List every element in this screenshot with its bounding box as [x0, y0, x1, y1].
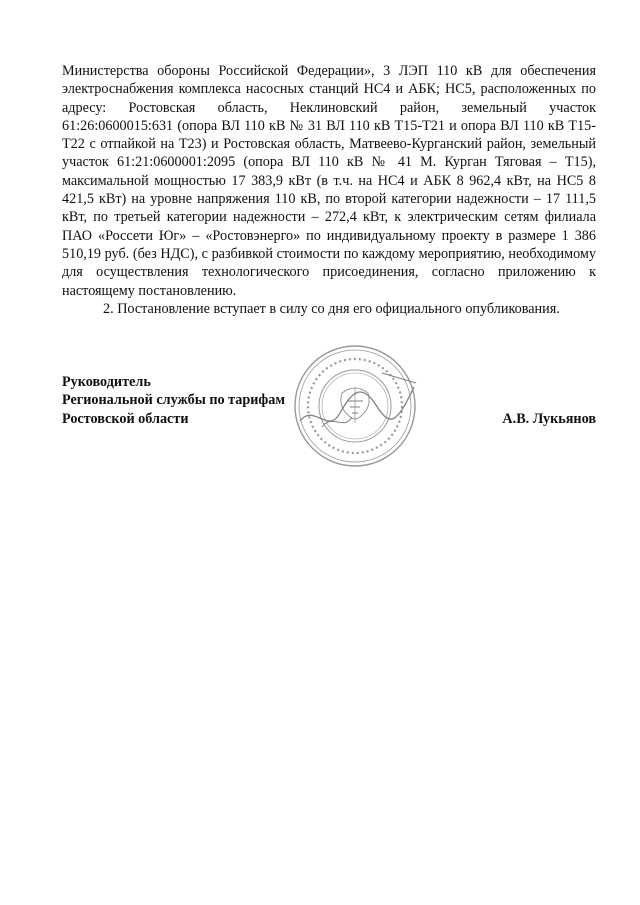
signer-name: А.В. Лукьянов [502, 410, 596, 427]
document-body [62, 62, 596, 318]
official-seal-stamp [292, 343, 418, 469]
signer-position-line-2: Региональной службы по тарифам [62, 392, 286, 409]
paragraph-effective-date: 2. Постановление вступает в силу со дня его официального опубликования. [103, 300, 560, 317]
signer-position-line-3: Ростовской области [62, 410, 189, 427]
paragraph-continuation: Министерства обороны Российской Федерации», 3 ЛЭП 110 кВ для обеспечения электроснабжения комплекса насосных станций НС4 и АБК; НС5, расположенных по адресу: Ростовская область, Неклиновский район, земельный участок 61:26:0600015:631 (опора ВЛ 110 кВ № 31 ВЛ 110 кВ Т15-Т21 и опора ВЛ 110 кВ Т15-Т22 с отпайкой на Т23) и Ростовская область, Матвеево-Курганский район, земельный участок 61:21:0600001:2095 (опора ВЛ 110 кВ № 41 М. Курган Тяговая – Т15), максимальной мощностью 17 383,9 кВт (в т.ч. на НС4 и АБК 8 962,4 кВт, на НС5 8 421,5 кВт) на уровне напряжения 110 кВ, по второй категории надежности – 17 111,5 кВт, по третьей категории надежности – 272,4 кВт, к электрическим сетям филиала ПАО «Россети Юг» – «Ростовэнерго» по индивидуальному проекту в размере 1 386 510,19 руб. (без НДС), с разбивкой стоимости по каждому мероприятию, необходимому для осуществления технологического присоединения, согласно приложению к настоящему постановлению. [62, 63, 596, 299]
signer-position-line-1: Руководитель [62, 374, 151, 390]
